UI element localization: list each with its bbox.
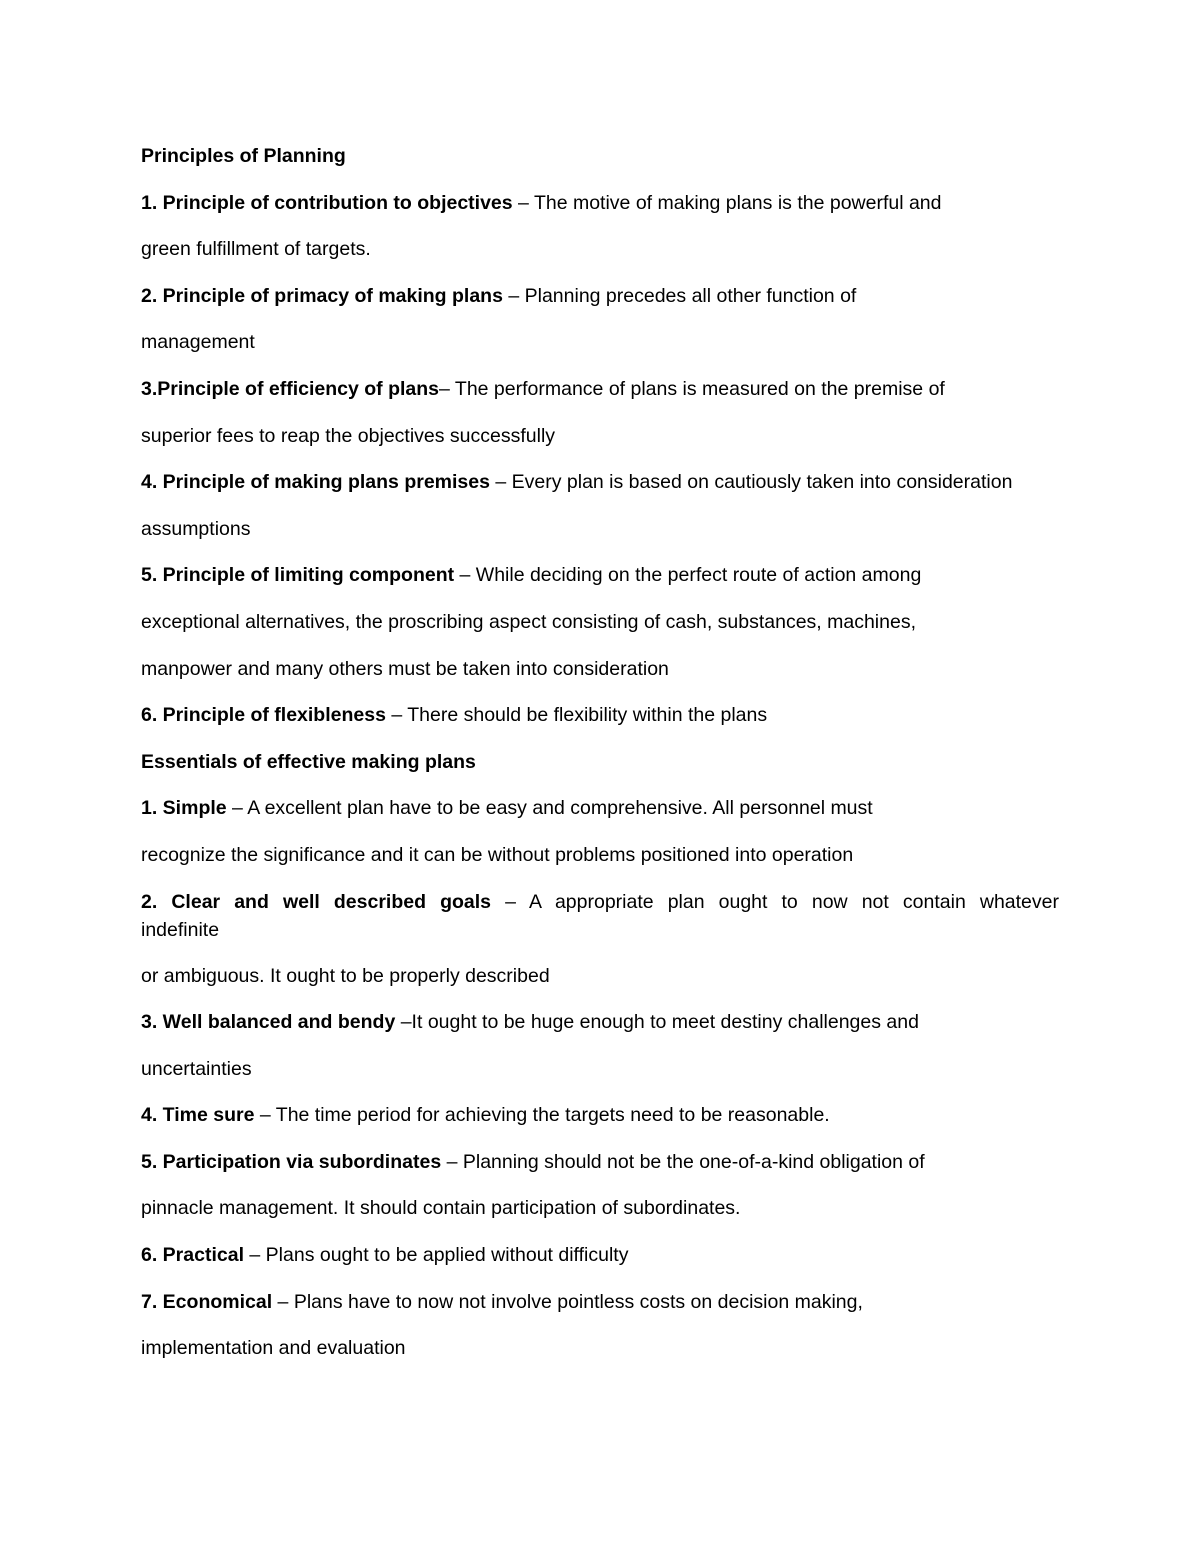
item-title: 4. Time sure bbox=[141, 1104, 255, 1127]
item-title: 2. Principle of primacy of making plans bbox=[141, 284, 503, 307]
principle-item-5-continuation: exceptional alternatives, the proscribing aspect consisting of cash, substances, machines, bbox=[141, 610, 917, 633]
principle-item-4-continuation: assumptions bbox=[141, 517, 251, 540]
principle-item-3 bbox=[141, 375, 1061, 403]
principle-item-2-continuation: management bbox=[141, 331, 255, 354]
essential-item-6 bbox=[141, 1241, 1061, 1269]
item-text: – A appropriate plan ought to now not contain whatever bbox=[491, 890, 1059, 913]
essential-item-2-wrap: indefinite bbox=[141, 918, 220, 941]
principle-item-3-continuation: superior fees to reap the objectives successfully bbox=[141, 424, 556, 447]
principle-item-5-continuation-2: manpower and many others must be taken into consideration bbox=[141, 657, 669, 680]
principle-item-6 bbox=[141, 701, 1061, 729]
item-text: – Planning should not be the one-of-a-kind obligation of bbox=[441, 1150, 925, 1173]
item-text: – Planning precedes all other function of bbox=[502, 284, 857, 307]
section-heading-essentials: Essentials of effective making plans bbox=[141, 750, 476, 773]
essential-item-3-continuation: uncertainties bbox=[141, 1057, 252, 1080]
item-title: 6. Principle of flexibleness bbox=[141, 704, 386, 727]
essential-item-3 bbox=[141, 1008, 1061, 1036]
essential-item-1 bbox=[141, 794, 1061, 822]
essential-item-7 bbox=[141, 1288, 1061, 1316]
item-title: 2. Clear and well described goals bbox=[141, 890, 492, 913]
document-body bbox=[141, 142, 1061, 1381]
item-title: 1. Simple bbox=[141, 797, 227, 820]
item-title: 3.Principle of efficiency of plans bbox=[141, 377, 439, 400]
item-title: 1. Principle of contribution to objectives bbox=[141, 191, 513, 214]
essential-item-7-continuation: implementation and evaluation bbox=[141, 1337, 406, 1360]
item-text: – The time period for achieving the targets need to be reasonable. bbox=[254, 1104, 830, 1127]
principle-item-5 bbox=[141, 561, 1061, 589]
item-text: – The performance of plans is measured on the premise of bbox=[439, 377, 945, 400]
item-title: 6. Practical bbox=[141, 1244, 244, 1267]
essential-item-5 bbox=[141, 1148, 1061, 1176]
essential-item-2 bbox=[141, 888, 1059, 916]
essential-item-4 bbox=[141, 1101, 1061, 1129]
essential-item-5-continuation: pinnacle management. It should contain participation of subordinates. bbox=[141, 1197, 741, 1220]
item-title: 5. Principle of limiting component bbox=[141, 564, 455, 587]
item-text: – There should be flexibility within the plans bbox=[385, 704, 768, 727]
item-title: 5. Participation via subordinates bbox=[141, 1150, 442, 1173]
item-text: – Plans ought to be applied without difficulty bbox=[243, 1244, 629, 1267]
section-heading-principles: Principles of Planning bbox=[141, 145, 346, 167]
item-text: – Every plan is based on cautiously taken into consideration bbox=[489, 471, 1013, 494]
item-title: 4. Principle of making plans premises bbox=[141, 471, 490, 494]
item-text: – The motive of making plans is the powerful and bbox=[512, 191, 942, 214]
item-title: 7. Economical bbox=[141, 1290, 273, 1313]
item-title: 3. Well balanced and bendy bbox=[141, 1011, 396, 1034]
essential-item-2-continuation: or ambiguous. It ought to be properly described bbox=[141, 964, 550, 987]
item-text: – A excellent plan have to be easy and comprehensive. All personnel must bbox=[226, 797, 873, 820]
principle-item-4 bbox=[141, 468, 1061, 496]
item-text: – Plans have to now not involve pointless costs on decision making, bbox=[272, 1290, 863, 1313]
principle-item-1-continuation: green fulfillment of targets. bbox=[141, 238, 371, 261]
essential-item-1-continuation: recognize the significance and it can be without problems positioned into operation bbox=[141, 843, 854, 866]
principle-item-1 bbox=[141, 189, 1061, 217]
principle-item-2 bbox=[141, 282, 1061, 310]
item-text: –It ought to be huge enough to meet destiny challenges and bbox=[395, 1011, 919, 1034]
item-text: – While deciding on the perfect route of action among bbox=[454, 564, 922, 587]
